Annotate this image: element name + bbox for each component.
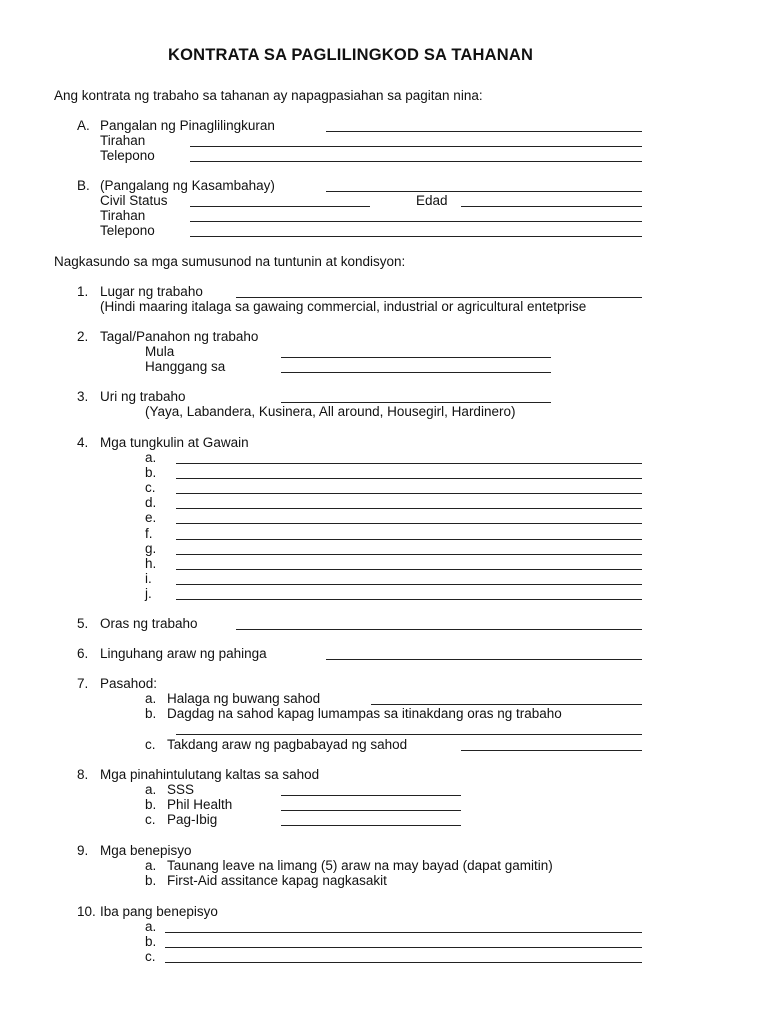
sss-label: SSS [167, 782, 195, 797]
duty-letter: h. [145, 555, 157, 571]
duty-field[interactable] [176, 508, 642, 509]
employer-name-label: Pangalan ng Pinaglilingkuran [100, 118, 275, 133]
age-label: Edad [416, 193, 448, 208]
item-1-number: 1. [77, 284, 89, 299]
other-benefit-letter: c. [145, 949, 156, 964]
duty-field[interactable] [176, 523, 642, 524]
deduction-marker: c. [145, 812, 156, 827]
item-4-number: 4. [77, 435, 89, 450]
duty-field[interactable] [176, 569, 642, 570]
party-b-marker: B. [77, 178, 90, 193]
other-benefit-letter: a. [145, 919, 157, 934]
rest-day-field[interactable] [326, 659, 642, 660]
age-field[interactable] [461, 206, 642, 207]
item-5-number: 5. [77, 616, 89, 631]
helper-address-field[interactable] [190, 221, 642, 222]
intro-text: Ang kontrata ng trabaho sa tahanan ay napagpasiahan sa pagitan nina: [54, 88, 483, 103]
period-to-label: Hanggang sa [145, 359, 226, 374]
employer-address-label: Tirahan [100, 133, 146, 148]
duty-letter: j. [145, 585, 152, 601]
item-10-number: 10. [77, 904, 96, 919]
item-7-number: 7. [77, 676, 89, 691]
monthly-salary-label: Halaga ng buwang sahod [167, 691, 321, 706]
salary-c-marker: c. [145, 737, 156, 752]
work-hours-label: Oras ng trabaho [100, 616, 198, 631]
duties-label: Mga tungkulin at Gawain [100, 435, 249, 450]
duty-letter: d. [145, 495, 157, 511]
other-benefit-field[interactable] [165, 962, 642, 963]
other-benefits-label: Iba pang benepisyo [100, 904, 218, 919]
period-to-field[interactable] [281, 372, 551, 373]
work-type-note: (Yaya, Labandera, Kusinera, All around, Housegirl, Hardinero) [145, 404, 516, 419]
helper-phone-label: Telepono [100, 223, 155, 238]
salary-a-marker: a. [145, 691, 157, 706]
page-title: KONTRATA SA PAGLILINGKOD SA TAHANAN [168, 46, 534, 64]
philhealth-field[interactable] [281, 810, 461, 811]
workplace-field[interactable] [236, 297, 642, 298]
duty-letter: g. [145, 540, 157, 556]
employer-phone-field[interactable] [190, 161, 642, 162]
item-6-number: 6. [77, 646, 89, 661]
sss-field[interactable] [281, 795, 461, 796]
party-a-marker: A. [77, 118, 90, 133]
period-from-field[interactable] [281, 357, 551, 358]
payday-label: Takdang araw ng pagbabayad ng sahod [167, 737, 408, 752]
work-type-field[interactable] [281, 402, 551, 403]
item-9-number: 9. [77, 843, 89, 858]
deduction-marker: b. [145, 797, 157, 812]
helper-name-field[interactable] [326, 191, 642, 192]
duty-letter: i. [145, 570, 152, 586]
payday-field[interactable] [461, 750, 642, 751]
deductions-label: Mga pinahintulutang kaltas sa sahod [100, 767, 320, 782]
workplace-label: Lugar ng trabaho [100, 284, 203, 299]
pagibig-label: Pag-Ibig [167, 812, 218, 827]
item-2-number: 2. [77, 329, 89, 344]
duty-letter: c. [145, 480, 156, 496]
rest-day-label: Linguhang araw ng pahinga [100, 646, 267, 661]
work-period-label: Tagal/Panahon ng trabaho [100, 329, 259, 344]
civil-status-field[interactable] [190, 206, 370, 207]
work-hours-field[interactable] [236, 629, 642, 630]
duty-field[interactable] [176, 493, 642, 494]
duty-field[interactable] [176, 584, 642, 585]
work-type-label: Uri ng trabaho [100, 389, 186, 404]
employer-phone-label: Telepono [100, 148, 155, 163]
benefit-marker: b. [145, 873, 157, 888]
employer-name-field[interactable] [326, 131, 642, 132]
benefit-marker: a. [145, 858, 157, 873]
duty-field[interactable] [176, 463, 642, 464]
first-aid-text: First-Aid assitance kapag nagkasakit [167, 873, 387, 888]
annual-leave-text: Taunang leave na limang (5) araw na may bayad (dapat gamitin) [167, 858, 553, 873]
philhealth-label: Phil Health [167, 797, 233, 812]
other-benefit-field[interactable] [165, 932, 642, 933]
terms-intro: Nagkasundo sa mga sumusunod na tuntunin at kondisyon: [54, 254, 406, 269]
benefits-label: Mga benepisyo [100, 843, 192, 858]
other-benefit-letter: b. [145, 934, 157, 949]
duty-field[interactable] [176, 554, 642, 555]
deduction-marker: a. [145, 782, 157, 797]
overtime-pay-label: Dagdag na sahod kapag lumampas sa itinakdang oras ng trabaho [167, 706, 562, 721]
helper-phone-field[interactable] [190, 236, 642, 237]
duty-field[interactable] [176, 478, 642, 479]
period-from-label: Mula [145, 344, 175, 359]
overtime-pay-field[interactable] [176, 734, 642, 735]
salary-label: Pasahod: [100, 676, 158, 691]
duty-letter: a. [145, 450, 157, 465]
duty-field[interactable] [176, 539, 642, 540]
item-3-number: 3. [77, 389, 89, 404]
helper-name-label: (Pangalang ng Kasambahay) [100, 178, 275, 193]
helper-address-label: Tirahan [100, 208, 146, 223]
item-8-number: 8. [77, 767, 89, 782]
duty-letter: b. [145, 465, 157, 481]
civil-status-label: Civil Status [100, 193, 168, 208]
workplace-note: (Hindi maaring italaga sa gawaing commercial, industrial or agricultural entetprise [100, 299, 587, 314]
salary-b-marker: b. [145, 706, 157, 721]
duty-letter: f. [145, 525, 153, 541]
duty-letter: e. [145, 510, 157, 526]
other-benefit-field[interactable] [165, 947, 642, 948]
pagibig-field[interactable] [281, 825, 461, 826]
employer-address-field[interactable] [190, 146, 642, 147]
duty-field[interactable] [176, 599, 642, 600]
monthly-salary-field[interactable] [371, 704, 642, 705]
